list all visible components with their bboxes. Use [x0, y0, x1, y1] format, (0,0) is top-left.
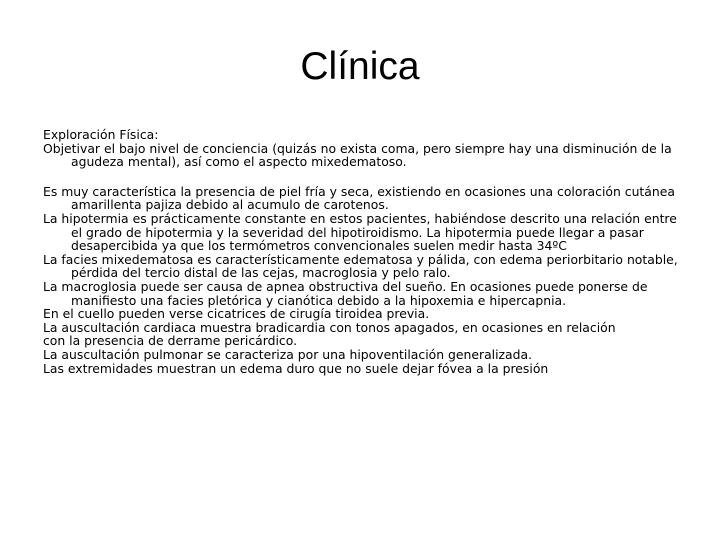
cardiac-paragraph: La auscultación cardiaca muestra bradicardia con tonos apagados, en ocasiones en relación [43, 319, 616, 335]
hypothermia-paragraph: La hipotermia es prácticamente constante en estos pacientes, habiéndose descrito una relación entre el grado de hipotermia y la severidad del hipotiroidismo. La hipotermia puede llegar a pasar desapercibida ya que los termómetros convencionales suelen medir hasta 34ºC [43, 210, 677, 254]
slide-title: Clínica [300, 45, 420, 88]
neck-paragraph: En el cuello pueden verse cicatrices de cirugía tiroidea previa. [43, 306, 430, 322]
pulmonary-paragraph: La auscultación pulmonar se caracteriza por una hipoventilación generalizada. [43, 346, 533, 362]
skin-paragraph: Es muy característica la presencia de piel fría y seca, existiendo en ocasiones una coloración cutánea amarillenta pajiza debido al acumulo de carotenos. [43, 183, 675, 213]
macroglossia-paragraph: La macroglosia puede ser causa de apnea obstructiva del sueño. En ocasiones puede ponerse de manifiesto una facies pletórica y cianótica debido a la hipoxemia e hipercapnia. [43, 278, 648, 308]
exploration-heading: Exploración Física: [43, 127, 159, 142]
exploration-paragraph: Objetivar el bajo nivel de conciencia (quizás no exista coma, pero siempre hay una disminución de la agudeza mental), así como el aspecto mixedematoso. [43, 140, 672, 170]
facies-paragraph: La facies mixedematosa es característicamente edematosa y pálida, con edema periorbitario notable, pérdida del tercio distal de las cejas, macroglosia y pelo ralo. [43, 251, 678, 281]
paragraph-gap [43, 169, 683, 185]
slide-body [43, 128, 683, 375]
pericardial-paragraph: con la presencia de derrame pericárdico. [43, 333, 298, 349]
extremities-paragraph: Las extremidades muestran un edema duro que no suele dejar fóvea a la presión [43, 360, 549, 376]
